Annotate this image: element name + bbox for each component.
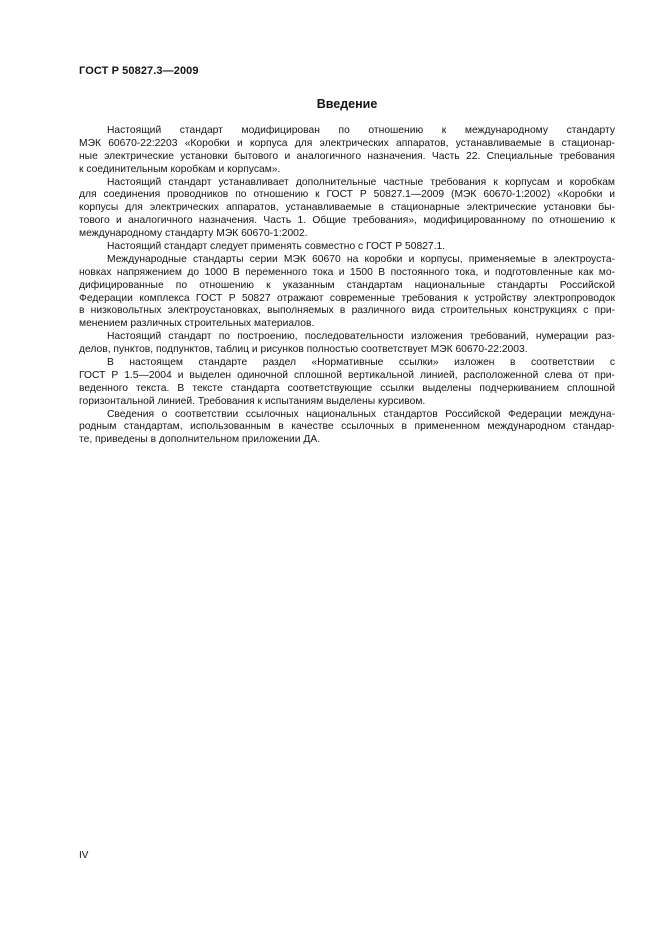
- paragraph-line: в низковольтных электроустановках, выполняемых в различного вида строительных конструкциях с при-: [79, 305, 615, 317]
- paragraph-line: Международные стандарты серии МЭК 60670 на коробки и корпусы, применяемые в электроуста-: [107, 253, 615, 265]
- paragraph: [79, 357, 615, 409]
- paragraph-line: менением различных строительных материалов.: [79, 318, 315, 330]
- paragraph-line: Настоящий стандарт устанавливает дополнительные частные требования к корпусам и коробкам: [107, 176, 615, 188]
- paragraph-line: корпусы для электрических аппаратов, устанавливаемые в стационарные электрические установки бы-: [79, 202, 615, 214]
- paragraph-line: Настоящий стандарт модифицирован по отношению к международному стандарту: [107, 125, 615, 136]
- paragraph-line: Федерации комплекса ГОСТ Р 50827 отражают современные требования к устройству электропроводок: [79, 292, 615, 304]
- paragraph-line: веденного текста. В тексте стандарта соответствующие ссылки выделены подчеркиванием сплошной: [79, 382, 615, 394]
- paragraph-line: международному стандарту МЭК 60670-1:2002.: [79, 228, 308, 240]
- paragraph-line: тового и аналогичного назначения. Часть 1. Общие требования», модифицированному по отношению к: [79, 215, 615, 227]
- paragraph-line: ные электрические установки бытового и аналогичного назначения. Часть 22. Специальные требования: [79, 150, 615, 162]
- document-id-header: ГОСТ Р 50827.3—2009: [79, 65, 199, 77]
- paragraph-line: к соединительным коробкам и корпусам».: [79, 163, 281, 175]
- paragraph-line: те, приведены в дополнительном приложении ДА.: [79, 434, 321, 446]
- paragraph-line: МЭК 60670-22:2203 «Коробки и корпуса для электрических аппаратов, устанавливаемые в стационар-: [79, 137, 615, 149]
- page-number: IV: [79, 850, 89, 861]
- body-text: [79, 125, 615, 447]
- paragraph-line: для соединения проводников по отношению к ГОСТ Р 50827.1—2009 (МЭК 60670-1:2002) «Коробки и: [79, 189, 615, 201]
- paragraph-line: новках напряжением до 1000 В переменного тока и 1500 В постоянного тока, и подготовленные как мо-: [79, 266, 615, 278]
- paragraph: [79, 331, 615, 357]
- paragraph-line: Настоящий стандарт по построению, последовательности изложения требований, нумерации раз-: [107, 331, 615, 343]
- paragraph-line: родным стандартам, использованным в качестве ссылочных в примененном международном стандар-: [79, 421, 615, 433]
- paragraph-line: делов, пунктов, подпунктов, таблиц и рисунков полностью соответствует МЭК 60670-22:2003.: [79, 344, 528, 356]
- paragraph: [79, 254, 615, 331]
- paragraph-line: ГОСТ Р 1.5—2004 и выделен одиночной сплошной вертикальной линией, расположенной слева от при-: [79, 369, 615, 381]
- section-title: Введение: [316, 97, 378, 111]
- paragraph-line: В настоящем стандарте раздел «Нормативные ссылки» изложен в соответствии с: [107, 357, 615, 369]
- paragraph-line: Сведения о соответствии ссылочных национальных стандартов Российской Федерации междуна-: [107, 408, 615, 420]
- paragraph: [79, 409, 615, 448]
- paragraph: [79, 241, 615, 254]
- paragraph: [79, 177, 615, 241]
- paragraph-line: Настоящий стандарт следует применять совместно с ГОСТ Р 50827.1.: [107, 241, 446, 253]
- paragraph-line: дифицированные по отношению к указанным стандартам национальные стандарты Российской: [79, 279, 615, 291]
- paragraph: [79, 125, 615, 177]
- paragraph-line: горизонтальной линией. Требования к испытаниям выделены курсивом.: [79, 395, 426, 407]
